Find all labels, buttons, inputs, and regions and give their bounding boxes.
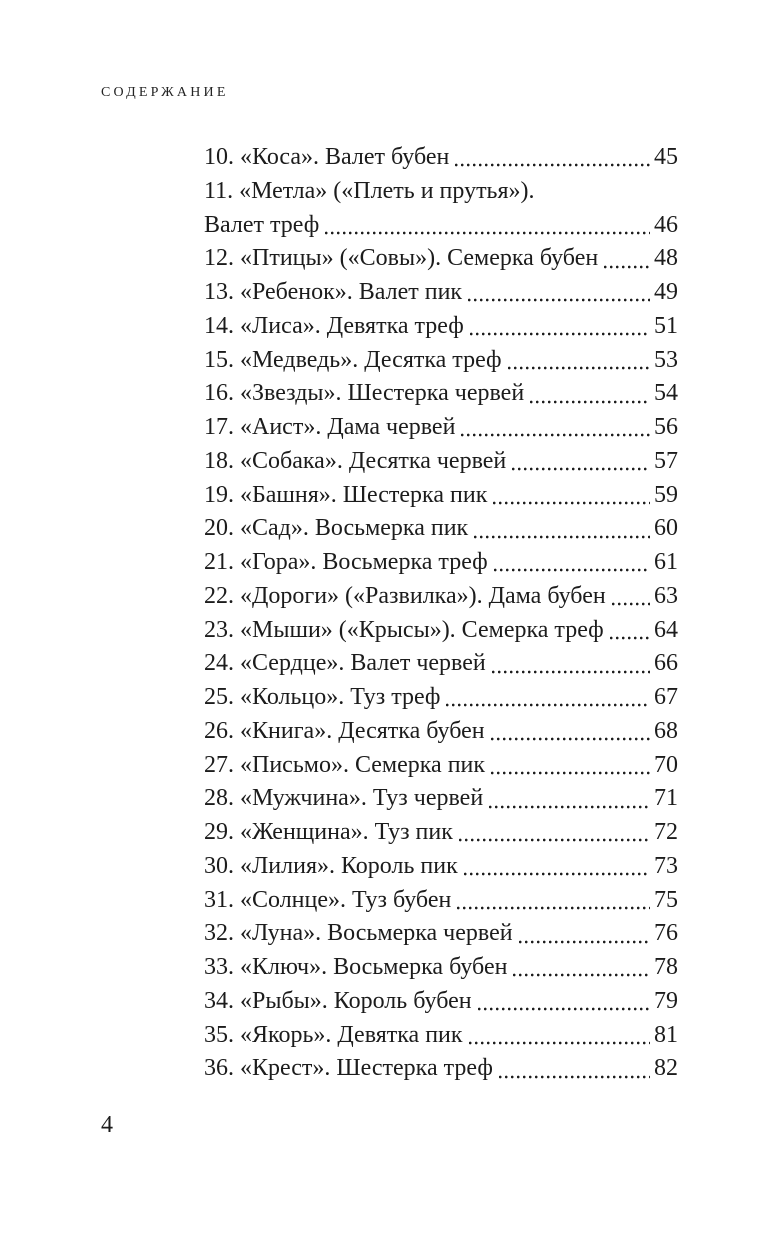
- toc-entry-page: 49: [654, 279, 678, 305]
- toc-entry: [204, 681, 678, 715]
- toc-entry-text: 32. «Луна». Восьмерка червей: [204, 920, 513, 947]
- toc-entry-continuation: [204, 209, 678, 243]
- dot-leader: [493, 501, 650, 505]
- toc-entry-page: 64: [654, 616, 678, 643]
- toc-entry-page: 68: [654, 717, 678, 744]
- toc-entry: [204, 141, 678, 175]
- contents-heading: СОДЕРЖАНИЕ: [101, 85, 229, 100]
- dot-leader: [508, 366, 650, 370]
- toc-entry-page: 60: [654, 515, 678, 542]
- toc-entry: [204, 580, 678, 614]
- toc-entry-page: 79: [654, 987, 678, 1014]
- toc-entry-text: 35. «Якорь». Девятка пик: [204, 1021, 463, 1048]
- dot-leader: [478, 1007, 650, 1011]
- toc-entry-page: 61: [654, 549, 678, 575]
- dot-leader: [494, 568, 650, 572]
- toc-entry-text: 20. «Сад». Восьмерка пик: [204, 515, 469, 542]
- toc-entry-page: 59: [654, 481, 678, 508]
- dot-leader: [474, 535, 650, 539]
- toc-entry: [204, 479, 678, 513]
- toc-entry-text: 34. «Рыбы». Король бубен: [204, 987, 472, 1014]
- toc-entry-text: 15. «Медведь». Десятка треф: [204, 346, 502, 373]
- toc-entry-text: 30. «Лилия». Король пик: [204, 852, 458, 879]
- dot-leader: [513, 973, 650, 977]
- toc-entry-page: 66: [654, 650, 678, 677]
- toc-entry-text: 13. «Ребенок». Валет пик: [204, 279, 463, 305]
- toc-entry: [204, 175, 678, 209]
- dot-leader: [457, 906, 650, 910]
- toc-entry-text: 10. «Коса». Валет бубен: [204, 144, 450, 170]
- toc-entry-text: 17. «Аист». Дама червей: [204, 414, 456, 440]
- toc-entry-page: 71: [654, 785, 678, 812]
- toc-entry-text: 18. «Собака». Десятка червей: [204, 447, 507, 474]
- toc-entry-text-continuation: Валет треф: [204, 211, 320, 238]
- toc-entry: [204, 1052, 678, 1086]
- toc-entry-page: 73: [654, 852, 678, 879]
- toc-entry-page: 46: [654, 211, 678, 238]
- toc-entry-text: 27. «Письмо». Семерка пик: [204, 751, 486, 778]
- dot-leader: [325, 231, 650, 235]
- dot-leader: [489, 805, 650, 809]
- toc-entry-text: 36. «Крест». Шестерка треф: [204, 1055, 493, 1082]
- toc-entry-text: 14. «Лиса». Девятка треф: [204, 312, 464, 339]
- toc-entry-text: 12. «Птицы» («Совы»). Семерка бубен: [204, 245, 599, 272]
- toc-entry: [204, 242, 678, 276]
- toc-entry-text: 26. «Книга». Десятка бубен: [204, 717, 485, 744]
- toc-entry-text: 31. «Солнце». Туз бубен: [204, 886, 452, 913]
- dot-leader: [455, 163, 650, 167]
- dot-leader: [612, 602, 650, 606]
- toc-entry: [204, 715, 678, 749]
- dot-leader: [469, 1041, 650, 1045]
- dot-leader: [464, 872, 650, 876]
- toc-entry-page: 72: [654, 819, 678, 845]
- toc-entry: [204, 884, 678, 918]
- toc-entry: [204, 546, 678, 580]
- dot-leader: [530, 400, 650, 404]
- toc-entry-text: 22. «Дороги» («Развилка»). Дама бубен: [204, 582, 606, 609]
- dot-leader: [470, 332, 650, 336]
- dot-leader: [519, 940, 650, 944]
- toc-entry: [204, 749, 678, 783]
- toc-entry-page: 45: [654, 144, 678, 170]
- toc-entry: [204, 647, 678, 681]
- toc-entry-text: 16. «Звезды». Шестерка червей: [204, 380, 525, 407]
- toc-entry-page: 76: [654, 920, 678, 947]
- toc-entry-page: 81: [654, 1021, 678, 1048]
- toc-entry: [204, 344, 678, 378]
- toc-entry: [204, 917, 678, 951]
- dot-leader: [446, 703, 650, 707]
- toc-entry-page: 48: [654, 245, 678, 272]
- toc-entry-text: 33. «Ключ». Восьмерка бубен: [204, 954, 508, 980]
- page-number: 4: [101, 1112, 113, 1138]
- toc-entry-page: 70: [654, 751, 678, 778]
- dot-leader: [604, 265, 650, 269]
- toc-entry-text: 23. «Мыши» («Крысы»). Семерка треф: [204, 616, 604, 643]
- toc-list: [204, 141, 678, 1086]
- dot-leader: [492, 670, 650, 674]
- toc-entry: [204, 1019, 678, 1053]
- toc-entry: [204, 816, 678, 850]
- toc-entry-page: 56: [654, 414, 678, 440]
- dot-leader: [468, 298, 650, 302]
- toc-entry-page: 51: [654, 312, 678, 339]
- toc-entry-text: 24. «Сердце». Валет червей: [204, 650, 486, 677]
- toc-entry-page: 54: [654, 380, 678, 407]
- toc-entry-text: 11. «Метла» («Плеть и прутья»).: [204, 177, 535, 204]
- toc-entry-text: 25. «Кольцо». Туз треф: [204, 684, 441, 710]
- toc-entry-page: 53: [654, 346, 678, 373]
- toc-entry: [204, 445, 678, 479]
- toc-entry-page: 67: [654, 684, 678, 710]
- toc-entry: [204, 377, 678, 411]
- dot-leader: [512, 467, 650, 471]
- toc-entry-text: 29. «Женщина». Туз пик: [204, 819, 453, 845]
- toc-entry-text: 28. «Мужчина». Туз червей: [204, 785, 484, 812]
- dot-leader: [461, 433, 650, 437]
- toc-entry-page: 78: [654, 954, 678, 980]
- toc-entry: [204, 614, 678, 648]
- dot-leader: [499, 1075, 650, 1079]
- dot-leader: [491, 771, 650, 775]
- toc-entry: [204, 951, 678, 985]
- toc-entry: [204, 782, 678, 816]
- dot-leader: [610, 636, 650, 640]
- toc-entry-page: 57: [654, 447, 678, 474]
- toc-entry-page: 63: [654, 582, 678, 609]
- toc-entry-page: 82: [654, 1055, 678, 1082]
- toc-entry: [204, 850, 678, 884]
- toc-entry: [204, 411, 678, 445]
- toc-entry-text: 21. «Гора». Восьмерка треф: [204, 549, 488, 575]
- toc-entry-text: 19. «Башня». Шестерка пик: [204, 481, 488, 508]
- toc-entry: [204, 512, 678, 546]
- toc-entry: [204, 310, 678, 344]
- dot-leader: [459, 838, 650, 842]
- toc-entry: [204, 985, 678, 1019]
- toc-entry-page: 75: [654, 886, 678, 913]
- toc-entry: [204, 276, 678, 310]
- dot-leader: [491, 737, 650, 741]
